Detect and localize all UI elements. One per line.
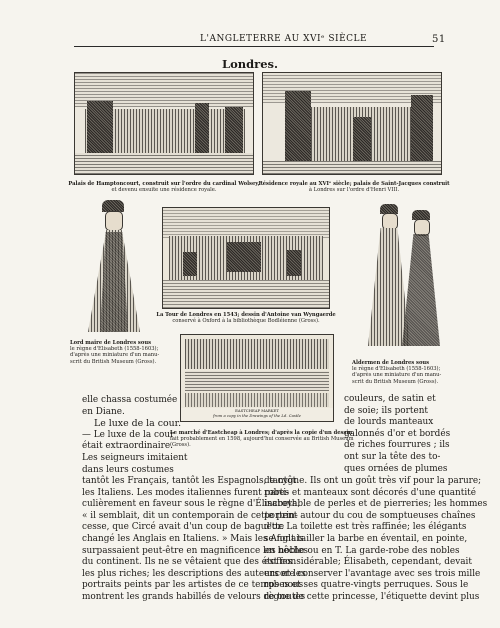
- eastcheap-market-engraving: EASTCHEAP MARKET from a copy in the Drawings of the Ld. Castle: [180, 334, 334, 422]
- body-left-column: tantôt les Français, tantôt les Espagnols, tantôt les Italiens. Les modes italiennes furent parti- culièrement en faveur sous le règne d'Élisabeth; « il semblait, dit un contemporain de cette prin- cesse, que Circé avait d'un coup de baguette changé les Anglais en Italiens. » Mais les Anglais surpassaient peut-être en magnificence les nobles du continent. Ils ne se vêtaient que des étoffes les plus riches; les descriptions des auteurs et les portraits peints par les artistes de ce temps nous montrent les grands habillés de velours de toutes: [82, 476, 308, 602]
- section-title: Londres.: [221, 57, 278, 71]
- running-title: L'ANGLETERRE AU XVIᵉ SIÈCLE: [200, 34, 368, 44]
- eastcheap-inscription: EASTCHEAP MARKET: [235, 408, 279, 413]
- eastcheap-market-caption: Le marché d'Eastcheap à Londres; d'après la copie d'un dessin fait probablement en 1598, aujourd'hui conservée au British Museum (Gross).: [170, 430, 354, 449]
- lord-mayor-caption: Lord maire de Londres sous le règne d'Elisabeth (1558-1603); d'après une miniature d'un manu- scrit du British Museum (Gross).: [70, 340, 160, 365]
- st-james-palace-caption: Résidence royale au XVIᵉ siècle; palais de Saint-Jacques construit à Londres sur l'ordre d'Henri VIII.: [258, 181, 450, 194]
- body-left-narrow-column: elle chassa costumée en Diane. Le luxe de la cour. — Le luxe de la cour était extraordinaire. Les seigneurs imitaient dans leurs costumes: [82, 395, 188, 475]
- lord-mayor-figure: [78, 196, 150, 338]
- body-right-narrow-column: couleurs, de satin et de soie; ils portent de lourds manteaux galonnés d'or et bordés de riches fourrures ; ils ont sur la tête des to- ques ornées de plumes: [344, 394, 451, 474]
- tower-of-london-engraving: [162, 207, 330, 309]
- page-number: 51: [432, 34, 446, 45]
- aldermen-caption: Aldermen de Londres sous le règne d'Elisabeth (1558-1603); d'après une miniature d'un manu- scrit du British Museum (Gross).: [352, 360, 442, 385]
- tower-of-london-caption: La Tour de Londres en 1543; dessin d'Antoine van Wyngaerde conservé à Oxford à la bibliothèque Bodléienne (Gross).: [156, 312, 336, 325]
- body-right-column: de cygne. Ils ont un goût très vif pour la parure; robes et manteaux sont décorés d'une quantité incroyable de perles et de pierreries; les hommes portent autour du cou de somptueuses chaînes d'or. La toilette est très raffinée; les élégants se font tailler la barbe en éventail, en pointe, en bêche ou en T. La garde-robe des nobles est considérable; Élisabeth, cependant, devait encore conserver l'avantage avec ses trois mille robes et ses quatre-vingts perruques. Sous le règne de cette princesse, l'étiquette devint plus: [264, 476, 488, 602]
- st-james-palace-engraving: [262, 72, 442, 175]
- aldermen-figures: [366, 200, 442, 350]
- header-rule: [74, 46, 434, 47]
- hampton-court-caption: Palais de Hamptoncourt, construit sur l'ordre du cardinal Wolsey, et devenu ensuite une résidence royale.: [68, 181, 260, 194]
- hampton-court-engraving: [74, 72, 254, 175]
